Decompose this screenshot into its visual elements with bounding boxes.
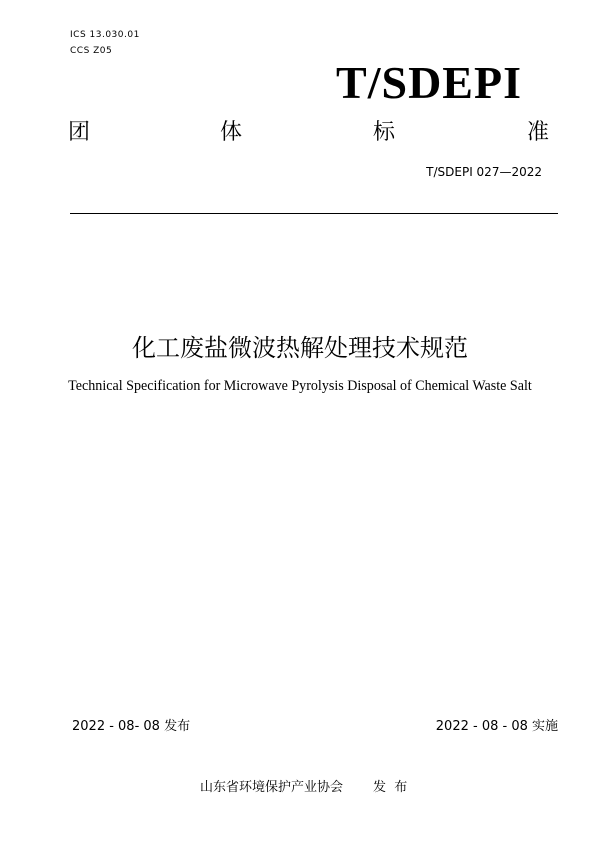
issuer: [200, 776, 407, 795]
issuer-action: 发 布: [373, 780, 408, 795]
divider: [70, 213, 558, 214]
standard-type-char: 标: [373, 120, 396, 145]
publish-date: 2022 - 08- 08 发布: [72, 719, 191, 734]
standard-code: T/SDEPI 027—2022: [426, 165, 542, 179]
issuer-name: 山东省环境保护产业协会: [200, 780, 344, 795]
title-cn: 化工废盐微波热解处理技术规范: [132, 334, 468, 362]
standard-type-char: 准: [527, 120, 550, 145]
standard-type-char: 体: [220, 120, 243, 145]
ccs-code: CCS Z05: [70, 46, 113, 56]
title-en: Technical Specification for Microwave Pyrolysis Disposal of Chemical Waste Salt: [68, 378, 532, 394]
ics-code: ICS 13.030.01: [70, 30, 140, 40]
standard-type-char: 团: [68, 120, 91, 145]
implement-date: 2022 - 08 - 08 实施: [435, 719, 558, 734]
standard-logo: T/SDEPI: [336, 57, 522, 108]
